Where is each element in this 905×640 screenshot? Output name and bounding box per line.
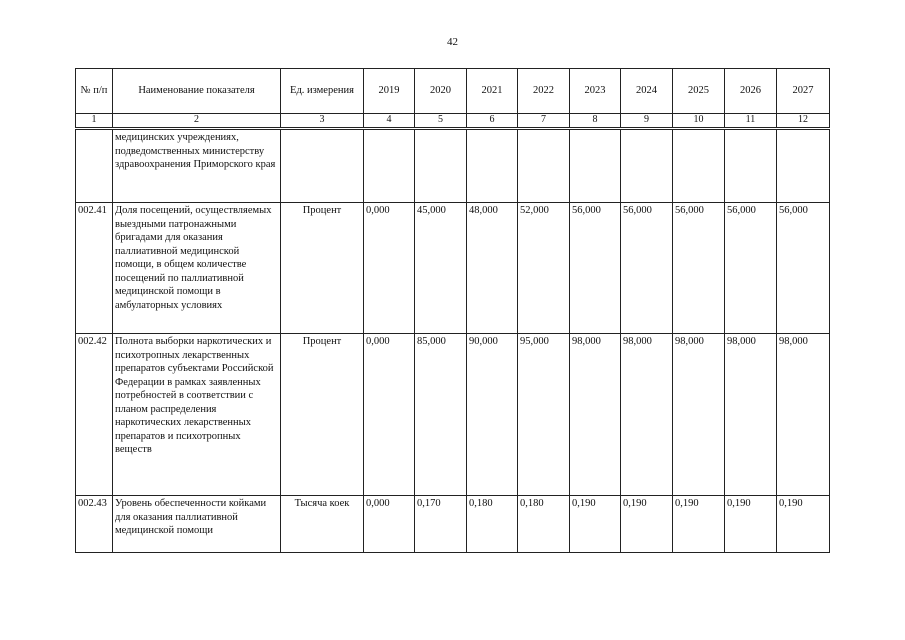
value-2025: 56,000	[673, 203, 725, 334]
value-2021: 48,000	[467, 203, 518, 334]
value-2022: 52,000	[518, 203, 570, 334]
table-row	[76, 203, 830, 334]
value-2021: 90,000	[467, 334, 518, 496]
unit-of-measure: Тысяча коек	[281, 496, 364, 553]
indicator-name: Доля посещений, осуществляемых выездными патронажными бригадами для оказания паллиативной медицинской помощи, в общем количестве посещений по паллиативной медицинской помощи в амбулаторных условиях	[113, 203, 281, 334]
column-number: 5	[415, 114, 467, 129]
column-number: 2	[113, 114, 281, 129]
value-2026: 56,000	[725, 203, 777, 334]
table-row	[76, 334, 830, 496]
unit-of-measure	[281, 129, 364, 203]
indicators-table	[75, 68, 830, 553]
value-2027	[777, 129, 830, 203]
page-number: 42	[447, 36, 458, 48]
header-cell: 2026	[725, 69, 777, 114]
value-2020	[415, 129, 467, 203]
row-number	[76, 129, 113, 203]
column-number: 11	[725, 114, 777, 129]
value-2023: 98,000	[570, 334, 621, 496]
value-2024: 56,000	[621, 203, 673, 334]
header-cell: 2025	[673, 69, 725, 114]
value-2024	[621, 129, 673, 203]
table-row	[76, 129, 830, 203]
value-2024: 98,000	[621, 334, 673, 496]
value-2022	[518, 129, 570, 203]
column-number: 6	[467, 114, 518, 129]
header-cell: 2021	[467, 69, 518, 114]
header-cell: 2027	[777, 69, 830, 114]
row-number: 002.43	[76, 496, 113, 553]
indicator-name: медицинских учреждениях, подведомственных министерству здравоохранения Приморского края	[113, 129, 281, 203]
value-2026: 0,190	[725, 496, 777, 553]
column-number: 9	[621, 114, 673, 129]
column-number: 4	[364, 114, 415, 129]
value-2022: 0,180	[518, 496, 570, 553]
value-2019: 0,000	[364, 334, 415, 496]
value-2024: 0,190	[621, 496, 673, 553]
column-number: 3	[281, 114, 364, 129]
value-2023: 0,190	[570, 496, 621, 553]
indicator-name: Уровень обеспеченности койками для оказания паллиативной медицинской помощи	[113, 496, 281, 553]
header-cell: 2020	[415, 69, 467, 114]
column-number-row	[76, 114, 830, 129]
value-2021	[467, 129, 518, 203]
value-2019	[364, 129, 415, 203]
header-cell: 2019	[364, 69, 415, 114]
column-number: 8	[570, 114, 621, 129]
column-number: 10	[673, 114, 725, 129]
value-2027: 0,190	[777, 496, 830, 553]
header-cell: 2022	[518, 69, 570, 114]
value-2019: 0,000	[364, 203, 415, 334]
header-cell: № п/п	[76, 69, 113, 114]
header-cell: 2023	[570, 69, 621, 114]
indicator-name: Полнота выборки наркотических и психотропных лекарственных препаратов субъектами Российской Федерации в рамках заявленных потребностей в соответствии с планом распределения наркотических лекарственных препаратов и психотропных веществ	[113, 334, 281, 496]
value-2027: 98,000	[777, 334, 830, 496]
value-2026: 98,000	[725, 334, 777, 496]
header-cell: 2024	[621, 69, 673, 114]
value-2025	[673, 129, 725, 203]
column-number: 12	[777, 114, 830, 129]
column-number: 7	[518, 114, 570, 129]
unit-of-measure: Процент	[281, 334, 364, 496]
row-number: 002.41	[76, 203, 113, 334]
value-2022: 95,000	[518, 334, 570, 496]
header-cell: Ед. измерения	[281, 69, 364, 114]
value-2023: 56,000	[570, 203, 621, 334]
value-2020: 0,170	[415, 496, 467, 553]
header-cell: Наименование показателя	[113, 69, 281, 114]
value-2027: 56,000	[777, 203, 830, 334]
unit-of-measure: Процент	[281, 203, 364, 334]
value-2021: 0,180	[467, 496, 518, 553]
column-number: 1	[76, 114, 113, 129]
value-2019: 0,000	[364, 496, 415, 553]
value-2020: 85,000	[415, 334, 467, 496]
header-row	[76, 69, 830, 114]
value-2025: 0,190	[673, 496, 725, 553]
value-2023	[570, 129, 621, 203]
value-2020: 45,000	[415, 203, 467, 334]
value-2025: 98,000	[673, 334, 725, 496]
table-row	[76, 496, 830, 553]
row-number: 002.42	[76, 334, 113, 496]
value-2026	[725, 129, 777, 203]
